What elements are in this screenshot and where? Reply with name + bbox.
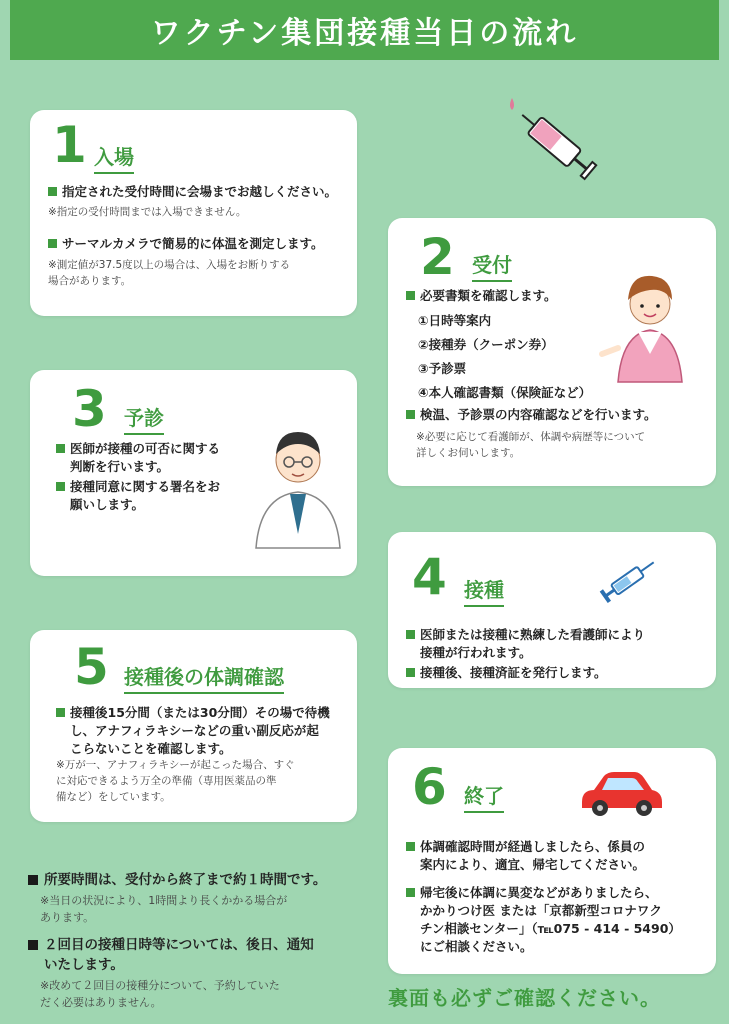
step-1-note: ※測定値が37.5度以上の場合は、入場をお断りする 場合があります。 [48,259,291,287]
step-6-bullet: 体調確認時間が経過しましたら、係員の 案内により、適宜、帰宅してください。 [406,838,720,874]
receptionist-icon [600,262,700,392]
step-5-bullet: 接種後15分間（または30分間）その場で待機 し、アナフィラキシーなどの重い副反応が起 こらないことを確認します。 [56,704,360,758]
step-3-number: 3 [72,380,107,438]
step-1-bullet: サーマルカメラで簡易的に体温を測定します。 [48,235,362,253]
step-2-item: ②接種券（クーポン券） [418,337,554,352]
step-4-bullet: 医師または接種に熟練した看護師により 接種が行われます。 [406,626,720,662]
step-1-bullet: 指定された受付時間に会場までお越しください。 [48,183,362,201]
second-dose-notice: ２回目の接種日時等については、後日、通知 いたします。 [28,936,394,975]
step-6-number: 6 [412,758,447,816]
step-2-bullet: 検温、予診票の内容確認などを行います。 [406,406,720,424]
step-3-heading: 予診 [124,402,164,435]
step-2-note: ※必要に応じて看護師が、体調や病歴等について 詳しくお伺いします。 [416,431,646,459]
step-4-bullet: 接種後、接種済証を発行します。 [406,664,720,682]
step-3-bullet: 接種同意に関する署名をお 願いします。 [56,478,260,514]
doctor-icon [248,420,348,550]
syringe-icon [600,552,662,602]
step-2-bullet: 必要書類を確認します。 [406,287,640,305]
duration-note: ※当日の状況により、1時間より長くかかる場合が あります。 [40,894,288,924]
step-4-heading: 接種 [464,574,504,607]
step-2-item: ③予診票 [418,361,467,376]
page-title: ワクチン集団接種当日の流れ [10,0,719,60]
duration-notice: 所要時間は、受付から終了まで約１時間です。 [28,871,394,891]
step-5-heading: 接種後の体調確認 [124,661,284,694]
step-2-item: ①日時等案内 [418,313,492,328]
car-icon [578,766,664,818]
step-6-bullet: 帰宅後に体調に異変などがありましたら、 かかりつけ医 または「京都新型コロナワク チン相談センター」（℡075 - 414 - 5490） にご相談ください。 [406,884,725,957]
syringe-drop-icon [498,92,608,192]
step-1-note: ※指定の受付時間までは入場できません。 [48,206,247,218]
step-4-number: 4 [412,548,447,606]
back-side-notice: 裏面も必ずご確認ください。 [388,986,661,1010]
step-3-bullet: 医師が接種の可否に関する 判断を行います。 [56,440,260,476]
step-2-item: ④本人確認書類（保険証など） [418,385,592,400]
step-5-note: ※万が一、アナフィラキシーが起こった場合、すぐ に対応できるよう万全の準備（専用医薬品の準 備など）をしています。 [56,759,295,803]
second-dose-note: ※改めて２回目の接種分について、予約していた だく必要はありません。 [40,979,280,1009]
step-2-heading: 受付 [472,249,512,282]
step-5-number: 5 [74,638,109,696]
step-1-number: 1 [52,116,87,174]
step-1-heading: 入場 [94,141,134,174]
step-6-heading: 終了 [464,780,504,813]
step-2-number: 2 [420,228,455,286]
